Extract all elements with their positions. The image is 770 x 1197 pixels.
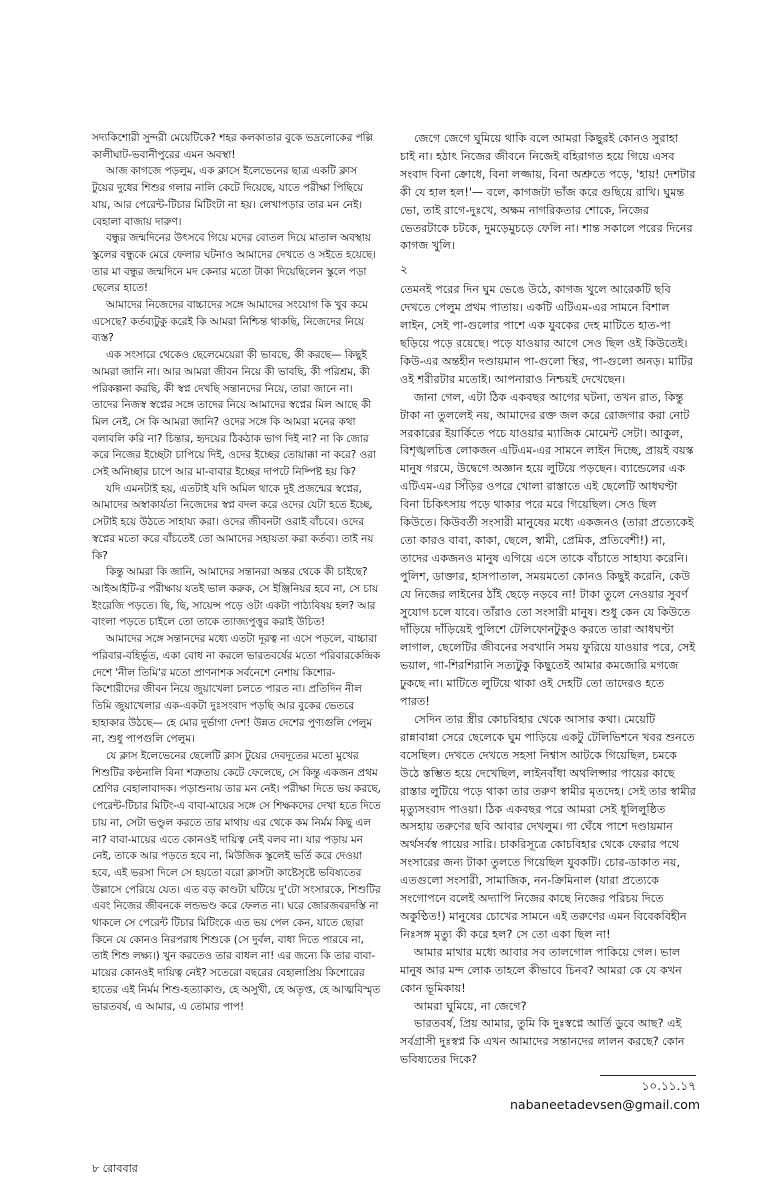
paragraph: ভারতবর্ষ, প্রিয় আমার, তুমি কি দুঃস্বপ্নে আর্তি ডুবে আছ? এই সর্বগ্রাসী দুঃস্বপ্ন কি এখন আমাদের সন্তানদের লালন করছে? কোন ভবিষ্যতের দিকে?: [400, 1017, 685, 1067]
paragraph: সেদিন তার স্ত্রীর কোচবিহার থেকে আসার কথা। মেয়েটি রান্নাবান্না সেরে ছেলেকে ঘুম পাড়িয়ে একটু টেলিভিশনে খবর শুনতে বসেছিল। দেখতে দেখতে সহসা নিশ্বাস আটকে গিয়েছিল, চমকে উঠে স্তম্ভিত হয়ে দেখেছিল, লাইনবাঁধা অথলিপ্সার পায়ের কাছে রাস্তার লুটিয়ে পড়ে থাকা তার তরুণ স্বামীর মৃতদেহ। সেই তার স্বামীর মৃত্যুসংবাদ পাওয়া। ঠিক একবছর পরে আমরা সেই ধূলিলুষ্ঠিত অসহায় তরুণের ছবি আবার দেখলুম। গা ঘেঁষে পাশে দণ্ডায়মান অর্থসর্বস্ব পায়ের সারি। চাকরিসূত্রে কোচবিহার থেকে ফেরার পথে সংসারের জন্য টাকা তুলতে গিয়েছিল যুবকটি। চোর-ডাকাত নয়, এতগুলো সংসারী, সামাজিক, নন-ক্রিমিনাল (যারা প্রত্যেকে সংগোপনে বলেই অদ্যাপি নিজের কাছে নিজের পরিচয় দিতে অকুণ্ঠিত!) মানুষের চোখের সামনে এই তরুণের এমন বিবেকবিহীন নিঃসঙ্গ মৃত্যু কী করে হল? সে তো একা ছিল না!: [400, 713, 696, 941]
article-date: ১০.১১.১৭: [600, 1075, 696, 1098]
right-column-bottom: [400, 281, 696, 1069]
paragraph: যে ক্লাস ইলেভেনের ছেলেটি ক্লাস টুয়ের দেবদূতের মতো মুখের শিশুটির কণ্ঠনালি বিনা শত্রুতায় কেটে ফেলেছে, সে কিন্তু একজন প্রথম শ্রেণির বেহালাবাদক। পড়াশুনায় তার মন নেই। পরীক্ষা দিতে ভয় করছে, পেরেন্ট-টিচার মিটিং-এ বাবা-মায়ের সঙ্গে সে শিক্ষকদের দেখা হতে দিতে চায় না, সেটা ভণ্ডুল করতে তার মাথায় এর থেকে কম নির্মম কিছু এল না? বাবা-মায়ের এতে কোনওই দায়িত্ব নেই বলব না। যার পড়ায় মন নেই, তাকে আর পড়তে হবে না, মিউজিক স্কুলেই ভর্তি করে দেওয়া হবে, এই ভরসা দিলে সে হয়তো বরো ক্লাসটা কাষ্টেসৃষ্টে ভবিষ্যতের উল্লাসে পেরিয়ে যেত। এত বড় কাণ্ডটা ঘটিয়ে দু'টো সংসারকে, শিশুটির এবং নিজের জীবনকে লন্ডভণ্ড করে ফেলত না। ঘরে জোরজবরদস্তি না থাকলে সে পেরেন্ট টিচার মিটিংকে এত ভয় পেল কেন, যাতে ছোরা কিনে যে কোনও নিরপরাধ শিশুকে (সে দুর্বল, বাধা দিতে পারবে না, তাই শিশু লক্ষ্য।) খুন করতেও তার বাধল না! এর জন্যে কি তার বাবা-মায়ের কোনওই দায়িত্ব নেই? সতেরো বছরের বেহালাপ্রিয় কিশোরের হাতের এই নির্মম শিশু-হত্যাকাণ্ড, হে অসুখী, হে অতৃপ্ত, হে আত্মবিস্মৃত ভারতবর্ষ, এ আমার, এ তোমার পাপ!: [92, 750, 381, 1013]
paragraph: আমরা ঘুমিয়ে, না জেগে?: [414, 999, 527, 1013]
right-column: [400, 130, 696, 1069]
paragraph: জেগে জেগে ঘুমিয়ে থাকি বলে আমরা কিছুরই কোনও সুরাহা চাই না। হঠাৎ নিজের জীবনে নিজেই বহিরাগত হয়ে গিয়ে এসব সংবাদ বিনা ক্রোধে, বিনা লজ্জায়, বিনা অশ্রুতে পড়ে, 'হায়! দেশটার কী যে হাল হল!'— বলে, কাগজটা ভাঁজ করে গুছিয়ে রাখি। ঘুমন্ত ভো, তাই রাগে-দুঃখে, অক্ষম নাগরিকতার শোকে, নিজের ভেতরটাকে চটকে, দুমড়েমুচড়ে ফেলি না। শান্ত সকালে পরের দিনের কাগজ খুলি।: [400, 132, 696, 253]
paragraph: এক সংসারে থেকেও ছেলেমেয়েরা কী ভাবছে, কী করছে— কিছুই আমরা জানি না। আর আমরা জীবন নিয়ে কী ভাবছি, কী পরিশ্রম, কী পরিকল্পনা করছি, কী স্বপ্ন দেখছি সন্তানদের নিয়ে, তারা জানে না। তাদের নিজস্ব স্বপ্নের সঙ্গে তাদের নিয়ে আমাদের স্বপ্নের মিল আছে কী মিল নেই, সে কি আমরা জানি? ওদের সঙ্গে কি আমরা মনের কথা বলাবলি করি না? চিন্তার, হৃদয়ের ঠিকঠাক ভাগ দিই না? না কি জোর করে নিজের ইচ্ছেটা চাপিয়ে দিই, ওদের ইচ্ছের তোয়াক্কা না করে? ওরা সেই অনিচ্ছার চাপে আর মা-বাবার ইচ্ছের দাপটে নিষ্পিষ্ট হয় কি?: [92, 349, 376, 479]
paragraph: জানা গেল, এটা ঠিক একবছর আগের ঘটনা, তখন রাত, কিন্তু টাকা না তুললেই নয়, আমাদের রক্ত জল করে রোজগার করা নোট সরকারের ইয়ার্কিতে পচে যাওয়ার ম্যাজিক মোমেন্ট সেটা। আকুল, বিশৃঙ্খলচিত্ত লোকজন এটিএম-এর সামনে লাইন দিচ্ছে, প্রায়ই বয়স্ক মানুষ গরমে, উদ্বেগে অজ্ঞান হয়ে লুটিয়ে পড়ছেন। ব্যান্ডেলের এক এটিএম-এর সিঁড়ির ওপরে খোলা রাস্তাতে এই ছেলেটি আধঘণ্টা বিনা চিকিৎসায় পড়ে থাকার পরে মরে গিয়েছিল। সেও ছিল কিউতে। কিউবর্তী সংসারী মানুষের মধ্যে একজনও (তারা প্রত্যেকেই তো কারও বাবা, কাকা, ছেলে, স্বামী, প্রেমিক, প্রতিবেশী!) না, তাদের একজনও মানুষ এগিয়ে এসে তাকে বাঁচাতে সাহায্য করেনি। পুলিশ, ডাক্তার, হাসপাতাল, সময়মতো কোনও কিছুই করেনি, কেউ যে নিজের লাইনের ঠাঁই ছেড়ে নড়বে না! টাকা তুলে নেওয়ার সুবর্ণ সুযোগ চলে যাবে। তাঁরাও তো সংসারী মানুষ। শুধু কেন যে কিউতে দাঁড়িয়ে দাঁড়িয়েই পুলিশে টেলিফোনটুকুও করতে তারা আধঘণ্টা লাগাল, ছেলেটির জীবনের সবখানি সময় ফুরিয়ে যাওয়ার পরে, সেই ভয়াল, গা-শিরশিরানি সত্যটুকু কিছুতেই আমার কমজোরি মগজে ঢুকছে না। মাটিতে লুটিয়ে থাকা ওই দেহটি তো তাদেরও হতে পারত!: [400, 390, 696, 709]
paragraph: তেমনই পরের দিন ঘুম ভেঙে উঠে, কাগজ খুলে আরেকটি ছবি দেখতে পেলুম প্রথম পাতায়। একটি এটিএম-এর সামনে বিশাল লাইন, সেই পা-গুলোর পাশে এক যুবকের দেহ মাটিতে হাত-পা ছড়িয়ে পড়ে রয়েছে। পড়ে যাওয়ার আগে সেও ছিল ওই কিউতেই। কিউ-এর অন্তহীন দণ্ডায়মান পা-গুলো স্থির, পা-গুলো অনড়। মাটির ওই শরীরটার মতোই। আপনারাও নিশ্চয়ই দেখেছেন।: [400, 283, 694, 386]
paragraph: বন্ধুর জন্মদিনের উৎসবে গিয়ে মদের বোতল দিয়ে মাতাল অবস্থায় স্কুলের বন্ধুকে মেরে ফেলার ঘটনাও আমাদের দেখতে ও সইতে হয়েছে। তার মা বন্ধুর জন্মদিনে মদ কেনার মতো টাকা দিয়েছিলেন স্কুলে পড়া ছেলের হাতে!: [92, 232, 376, 295]
paragraph: যদি এমনটাই হয়, এতটাই যদি অমিল থাকে দুই প্রজন্মের স্বপ্নের, আমাদের অস্বাকার্যতা নিজেদের স্বপ্ন বদল করে ওদের যেটা হতে ইচ্ছে, সেটাই হয়ে উঠতে সাহায্য করা। ওদের জীবনটা ওরাই বাঁচবে। ওদের স্বপ্নের মতো করে বাঁচতেই তো আমাদের সহায়তা করা কর্তব্য। তাই নয় কি?: [92, 482, 374, 562]
author-email: nabaneetadevsen@gmail.com: [510, 1097, 701, 1112]
paragraph: আজ কাগজে পড়লুম, এক ক্লাসে ইলেভেনের ছাত্র একটি ক্লাস টুয়ের দুধের শিশুর গলার নালি কেটে দিয়েছে, যাতে পরীক্ষা পিছিয়ে যায়, আর পেরেন্ট-টিচার মিটিংটা না হয়। লেখাপড়ার তার মন নেই। বেহালা বাজায় দারুণ।: [92, 165, 364, 228]
paragraph: আমাদের নিজেদের বাচ্চাদের সঙ্গে আমাদের সংযোগ কি খুব কমে এসেছে? কর্তব্যটুকু করেই কি আমরা নিশ্চিন্ত থাকছি, নিজেদের নিয়ে ব্যস্ত?: [92, 299, 368, 345]
paragraph: কিন্তু আমরা কি জানি, আমাদের সন্তানরা অন্তর থেকে কী চাইছে? আইআইটি-র পরীক্ষায় যতই ভাল করুক, সে ইঞ্জিনিয়র হবে না, সে চায় ইংরেজি পড়তে। ছি, ছি, সায়েন্স পড়ে ওটা একটা পাঠ্যবিষয় হল? আর বাংলা পড়তে চাইলে তো তাকে ত্যাজ্যপুত্তুর করাই উচিত!: [92, 566, 379, 629]
paragraph: আমাদের সঙ্গে সন্তানদের মধ্যে এতটা দূরত্ব না এসে পড়লে, বাচ্চারা পরিবার-বহির্ভূত, একা বোধ না করলে ভারতবর্ষের মতো পরিবারকেন্দ্রিক দেশে 'নীল তিমি'র মতো প্রাণনাশক সর্বনেশে নেশায় কিশোর-কিশোরীদের জীবন নিয়ে জুয়াখেলা চলতে পারত না। প্রতিদিন নীল তিমি জুয়াখেলার এক-একটা দুঃসংবাদ পড়ছি আর বুকের ভেতরে হাহাকার উঠছে— হে মোর দুর্ভাগা দেশ! উন্নত দেশের পুণ্যগুলি পেলুম না, শুধু পাপগুলি পেলুম।: [92, 633, 381, 746]
paragraph: সদ্যকিশোরী সুন্দরী মেয়েটিকে? শহর কলকাতার বুকে ভদ্রলোকের পল্লি কালীঘাট-ভবানীপুরের এমন অবস্থা!: [92, 132, 374, 161]
section-number: ২: [400, 262, 408, 277]
page-footer: ৮ রোববার: [92, 1162, 138, 1175]
left-column: [92, 130, 382, 1015]
paragraph: আমার মাথার মধ্যে আবার সব তালগোল পাকিয়ে গেল। ভাল মানুষ আর মন্দ লোক তাহলে কীভাবে চিনব? আমরা কে যে কখন কোন ভূমিকায়!: [400, 945, 682, 995]
right-column-top: [400, 130, 696, 255]
